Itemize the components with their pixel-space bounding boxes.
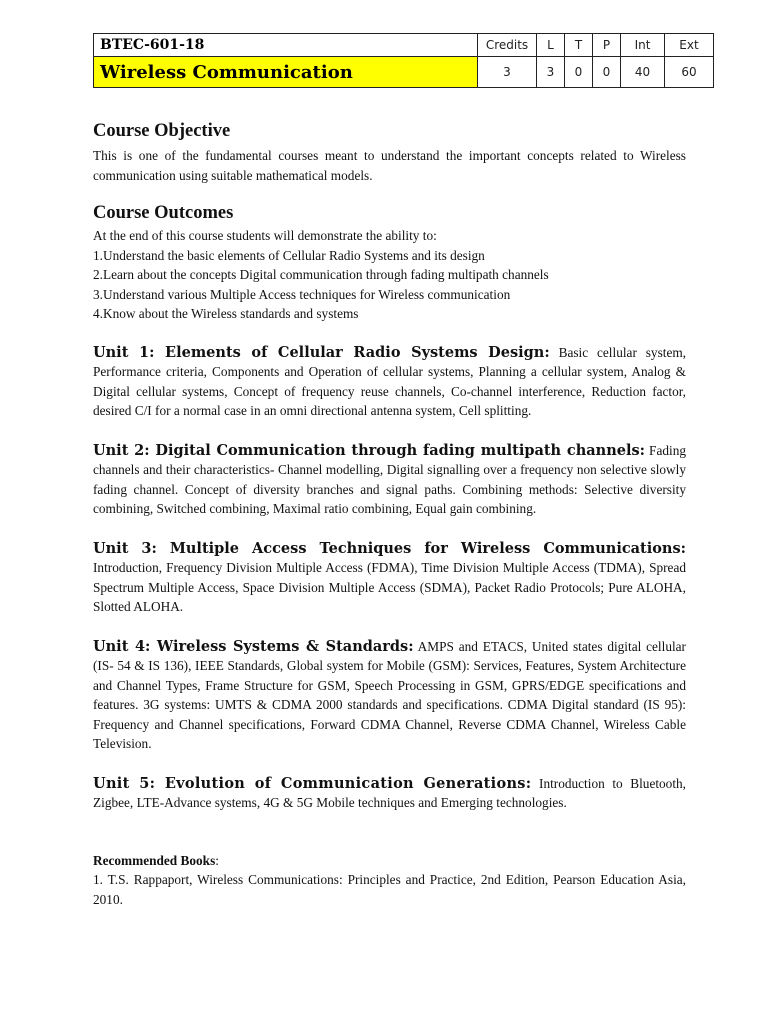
header-p: P bbox=[593, 34, 621, 57]
unit-5-heading: Unit 5: Evolution of Communication Generations: bbox=[93, 774, 532, 792]
unit-1-heading: Unit 1: Elements of Cellular Radio Systems Design: bbox=[93, 343, 550, 361]
outcomes-intro: At the end of this course students will demonstrate the ability to: bbox=[93, 228, 437, 243]
unit-3 bbox=[93, 539, 686, 617]
books-heading-colon: : bbox=[215, 852, 219, 868]
value-p: 0 bbox=[593, 57, 621, 88]
unit-5 bbox=[93, 774, 686, 813]
value-credits: 3 bbox=[478, 57, 537, 88]
outcome-item: 2.Learn about the concepts Digital communication through fading multipath channels bbox=[93, 267, 549, 282]
course-title: Wireless Communication bbox=[94, 57, 478, 88]
outcome-item: 1.Understand the basic elements of Cellular Radio Systems and its design bbox=[93, 247, 485, 263]
header-credits: Credits bbox=[478, 34, 537, 57]
unit-4 bbox=[93, 637, 686, 754]
outcome-item: 3.Understand various Multiple Access techniques for Wireless communication bbox=[93, 286, 511, 302]
header-int: Int bbox=[621, 34, 665, 57]
books-heading: Recommended Books bbox=[93, 852, 216, 868]
outcome-item: 4.Know about the Wireless standards and systems bbox=[93, 306, 359, 321]
course-code: BTEC-601-18 bbox=[94, 34, 478, 57]
unit-3-heading: Unit 3: Multiple Access Techniques for Wireless Communications: bbox=[93, 539, 686, 557]
header-t: T bbox=[565, 34, 593, 57]
unit-4-text: AMPS and ETACS, United states digital cellular (IS- 54 & IS 136), IEEE Standards, Global system for Mobile (GSM): Services, Features, System Architecture and Channel Types, Frame Structure for GSM, Speech Processing in GSM, GPRS/EDGE specifications and features. 3G systems: UMTS & CDMA 2000 standards and specifications. CDMA Digital standard (IS 95): Frequency and Channel specifications, Forward CDMA Channel, Reverse CDMA Channel, Wireless Cable Television. bbox=[93, 638, 686, 751]
books-heading-line bbox=[93, 851, 686, 871]
value-ext: 60 bbox=[665, 57, 714, 88]
outcomes-heading: Course Outcomes bbox=[93, 203, 234, 223]
unit-2-heading: Unit 2: Digital Communication through fading multipath channels: bbox=[93, 441, 645, 459]
document-body bbox=[93, 118, 686, 909]
unit-2 bbox=[93, 441, 686, 519]
unit-5-text: Introduction to Bluetooth, Zigbee, LTE-Advance systems, 4G & 5G Mobile techniques and Emerging technologies. bbox=[93, 775, 686, 810]
unit-1-text: Basic cellular system, Performance criteria, Components and Operation of cellular systems, Planning a cellular system, Analog & Digital cellular systems, Concept of frequency reuse channels, Co-channel interference, Reduction factor, desired C/I for a normal case in an omni directional antenna system, Cell splitting. bbox=[93, 344, 687, 418]
unit-2-text: Fading channels and their characteristics- Channel modelling, Digital signalling over a frequency non selective slowly fading channel. Concept of diversity branches and signal paths. Combining methods: Selective diversity combining, Switched combining, Maximal ratio combining, Equal gain combining. bbox=[93, 442, 686, 516]
value-t: 0 bbox=[565, 57, 593, 88]
objective-heading: Course Objective bbox=[93, 121, 231, 141]
unit-3-text: Introduction, Frequency Division Multiple Access (FDMA), Time Division Multiple Access (TDMA), Spread Spectrum Multiple Access, Space Division Multiple Access (SDMA), Packet Radio Protocols; Pure ALOHA, Slotted ALOHA. bbox=[93, 560, 686, 614]
value-l: 3 bbox=[537, 57, 565, 88]
value-int: 40 bbox=[621, 57, 665, 88]
unit-4-heading: Unit 4: Wireless Systems & Standards: bbox=[93, 637, 414, 655]
header-ext: Ext bbox=[665, 34, 714, 57]
course-header-table bbox=[93, 33, 714, 88]
unit-1 bbox=[93, 343, 686, 421]
objective-text: This is one of the fundamental courses meant to understand the important concepts related to Wireless communication using suitable mathematical models. bbox=[93, 148, 686, 183]
header-l: L bbox=[537, 34, 565, 57]
book-item: 1. T.S. Rappaport, Wireless Communications: Principles and Practice, 2nd Edition, Pearson Education Asia, 2010. bbox=[93, 872, 686, 907]
